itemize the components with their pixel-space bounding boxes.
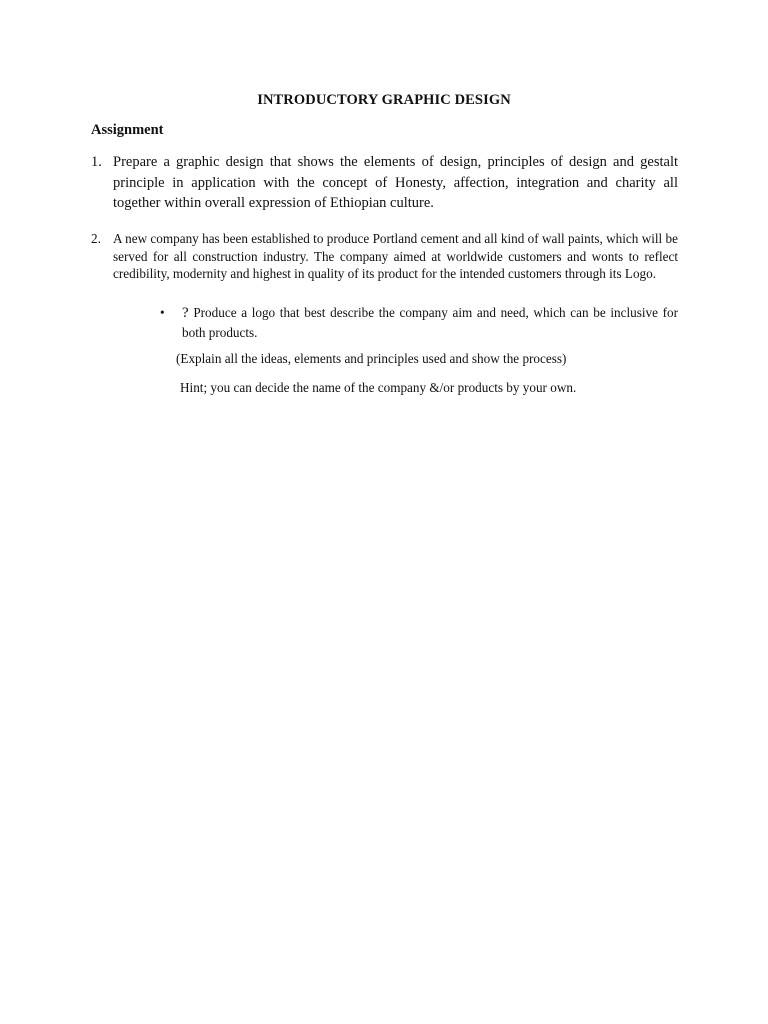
hint-note: Hint; you can decide the name of the company &/or products by your own. [180,380,577,395]
bullet-marker: • [160,305,165,320]
list-item [91,230,678,283]
list-item-number: 2. [91,231,101,246]
list-item-text: A new company has been established to produce Portland cement and all kind of wall paints, which will be served for all construction industry. The company aimed at worldwide customers and wonts to reflect credibility, modernity and highest in quality of its product for the intended customers through its Logo. [113,231,678,281]
bullet-text-block [182,303,678,342]
assignment-heading: Assignment [91,122,164,138]
bullet-text: Produce a logo that best describe the company aim and need, which can be inclusive for both products. [182,305,678,340]
list-item-text: Prepare a graphic design that shows the elements of design, principles of design and gestalt principle in application with the concept of Honesty, affection, integration and charity all together within overall expression of Ethiopian culture. [113,154,678,211]
document-title: INTRODUCTORY GRAPHIC DESIGN [257,92,511,108]
list-item-number: 1. [91,154,102,170]
question-mark-glyph: ? [182,305,189,321]
explain-note: (Explain all the ideas, elements and principles used and show the process) [176,351,567,366]
list-item [91,152,678,214]
bullet-item [160,303,678,342]
